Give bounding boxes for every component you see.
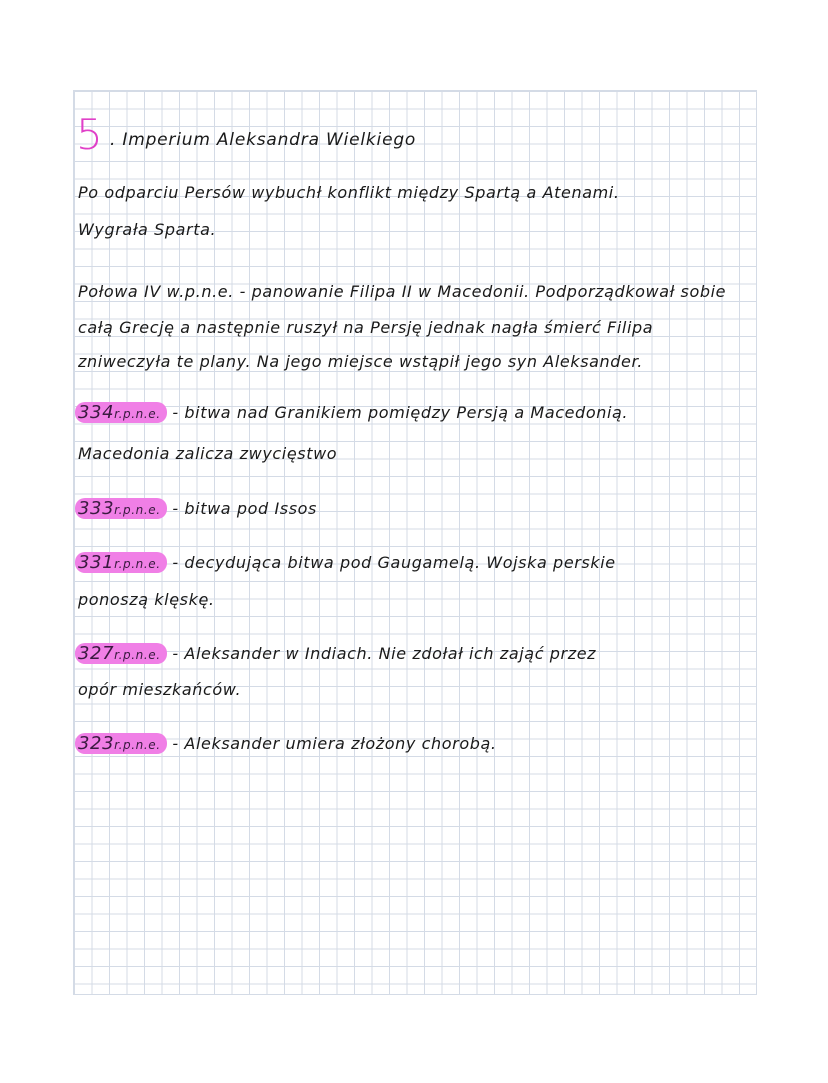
event-327 [78,643,596,664]
event-text: - decydująca bitwa pod Gaugamelą. Wojska perskie [166,553,616,572]
event-331 [78,552,616,573]
year: 334 [78,402,115,423]
event-continuation: ponoszą klęskę. [78,590,215,609]
section-number: 5 [76,110,103,159]
era: r.p.n.e. [114,503,161,517]
year: 323 [78,733,115,754]
year: 327 [78,643,115,664]
era: r.p.n.e. [114,557,161,571]
year: 333 [78,498,115,519]
paragraph-line: Połowa IV w.p.n.e. - panowanie Filipa II w Macedonii. Podporządkował sobie [78,282,727,301]
paragraph-line: Po odparciu Persów wybuchł konflikt między Spartą a Atenami. [78,183,620,202]
event-text: - bitwa pod Issos [166,499,317,518]
event-continuation: opór mieszkańców. [78,680,242,699]
paragraph-line: Wygrała Sparta. [78,220,217,239]
paragraph-line: zniweczyła te plany. Na jego miejsce wstąpił jego syn Aleksander. [78,352,643,371]
section-title: . Imperium Aleksandra Wielkiego [110,130,417,150]
event-text: - bitwa nad Granikiem pomiędzy Persją a Macedonią. [166,403,629,422]
era: r.p.n.e. [114,407,161,421]
era: r.p.n.e. [114,648,161,662]
event-334 [78,402,628,423]
event-text: - Aleksander w Indiach. Nie zdołał ich zająć przez [166,644,597,663]
event-continuation: Macedonia zalicza zwycięstwo [78,444,338,463]
date-highlight [75,498,167,519]
event-text: - Aleksander umiera złożony chorobą. [166,734,497,753]
date-highlight [75,552,167,573]
date-highlight [75,643,167,664]
date-highlight [75,733,167,754]
year: 331 [78,552,115,573]
event-323 [78,733,497,754]
era: r.p.n.e. [114,738,161,752]
paragraph-line: całą Grecję a następnie ruszył na Persję jednak nagła śmierć Filipa [78,318,654,337]
event-333 [78,498,317,519]
date-highlight [75,402,167,423]
